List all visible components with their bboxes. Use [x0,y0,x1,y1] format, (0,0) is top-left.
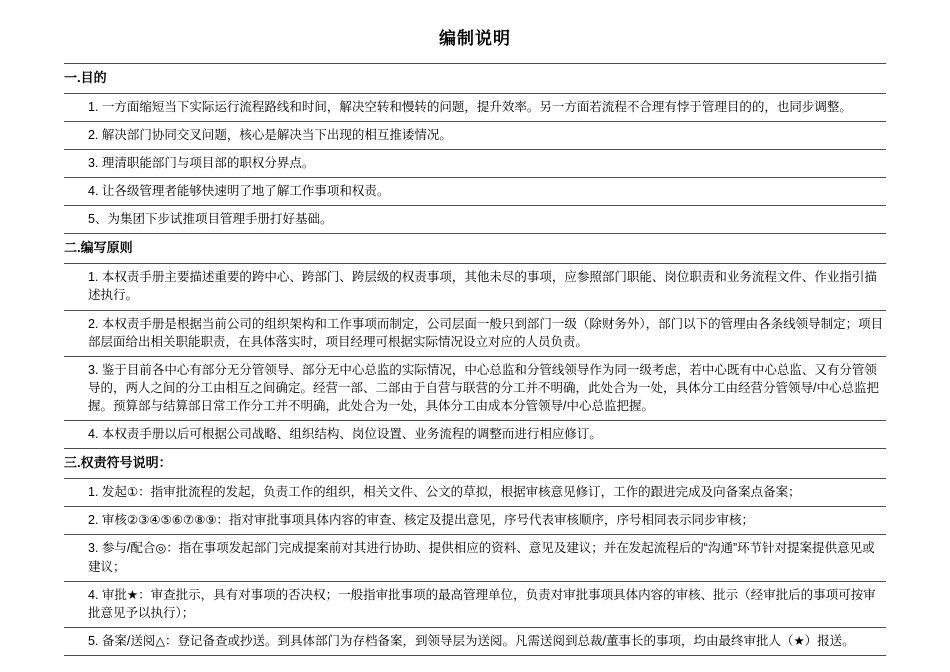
section-3-item-2: 2. 审核②③④⑤⑥⑦⑧⑨：指对审批事项具体内容的审查、核定及提出意见，序号代表审核顺序，序号相同表示同步审核； [64,507,886,535]
section-3-item-1: 1. 发起①：指审批流程的发起，负责工作的组织，相关文件、公文的草拟，根据审核意见修订，工作的跟进完成及向备案点备案； [64,479,886,507]
document-page [64,0,886,656]
content-table [64,63,886,656]
section-1-item-4: 4. 让各级管理者能够快速明了地了解工作事项和权责。 [64,178,886,206]
section-1-item-1: 1. 一方面缩短当下实际运行流程路线和时间，解决空转和慢转的问题，提升效率。另一方面若流程不合理有悖于管理目的的，也同步调整。 [64,94,886,122]
section-3-item-5: 5. 备案/送阅△：登记备查或抄送。到具体部门为存档备案，到领导层为送阅。凡需送阅到总裁/董事长的事项，均由最终审批人（★）报送。 [64,628,886,656]
section-3-item-3: 3. 参与/配合◎：指在事项发起部门完成提案前对其进行协助、提供相应的资料、意见及建议；并在发起流程后的“沟通”环节针对提案提供意见或建议； [64,535,886,581]
section-1-item-2: 2. 解决部门协同交叉问题，核心是解决当下出现的相互推诿情况。 [64,122,886,150]
section-2-item-3: 3. 鉴于目前各中心有部分无分管领导、部分无中心总监的实际情况，中心总监和分管线领导作为同一级考虑，若中心既有中心总监、又有分管领导的，两人之间的分工由相互之间确定。经营一部、二部由于自营与联营的分工并不明确，此处合为一处，具体分工由经营分管领导/中心总监把握。预算部与结算部日常工作分工并不明确，此处合为一处，具体分工由成本分管领导/中心总监把握。 [64,357,886,421]
section-1-item-3: 3. 理清职能部门与项目部的职权分界点。 [64,150,886,178]
page-title: 编制说明 [439,29,511,48]
section-2-item-1: 1. 本权责手册主要描述重要的跨中心、跨部门、跨层级的权责事项，其他未尽的事项，应参照部门职能、岗位职责和业务流程文件、作业指引描述执行。 [64,264,886,310]
section-2-item-4: 4. 本权责手册以后可根据公司战略、组织结构、岗位设置、业务流程的调整而进行相应修订。 [64,421,886,449]
section-1-heading: 一.目的 [64,64,886,94]
section-1-item-5: 5、为集团下步试推项目管理手册打好基础。 [64,206,886,234]
section-2-item-2: 2. 本权责手册是根据当前公司的组织架构和工作事项而制定，公司层面一般只到部门一级（除财务外），部门以下的管理由各条线领导制定；项目部层面给出相关职能职责，在具体落实时，项目经理可根据实际情况设立对应的人员负责。 [64,311,886,357]
section-3-item-4: 4. 审批★：审查批示，具有对事项的否决权；一般指审批事项的最高管理单位，负责对审批事项具体内容的审核、批示（经审批后的事项可按审批意见予以执行）； [64,582,886,628]
section-3-heading: 三.权责符号说明： [64,449,886,479]
section-2-heading: 二.编写原则 [64,234,886,264]
